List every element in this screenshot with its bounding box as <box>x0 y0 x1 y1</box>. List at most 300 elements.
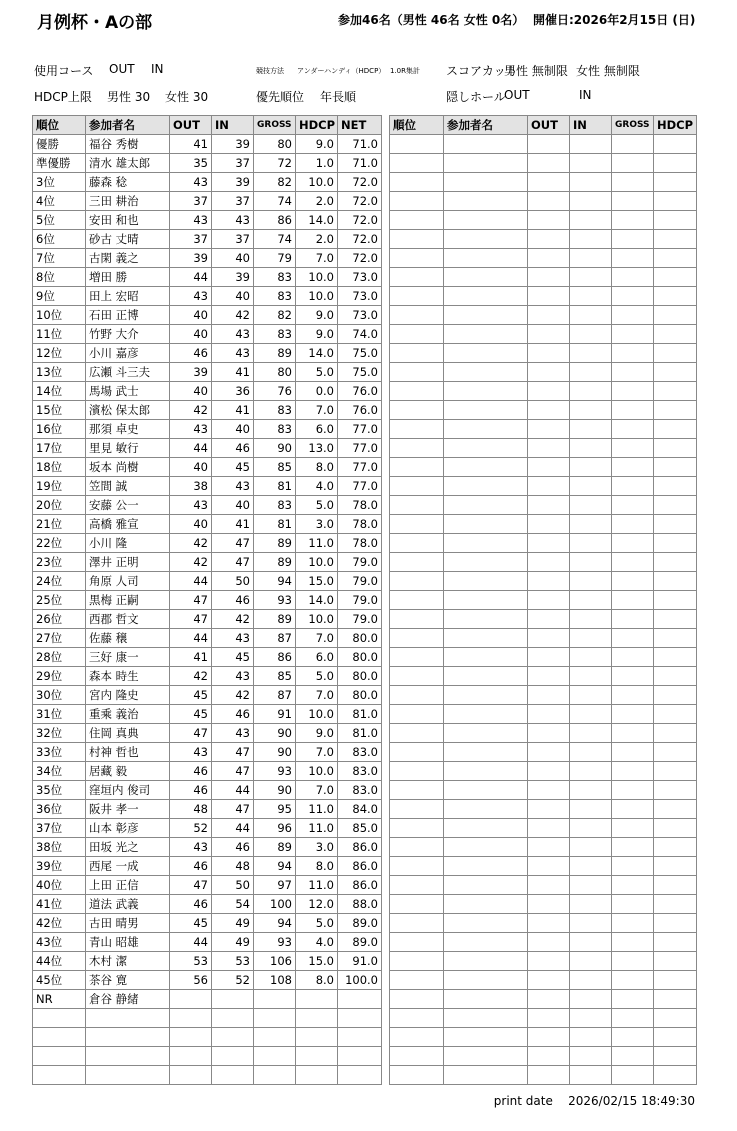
empty-cell <box>444 705 528 724</box>
rank-cell: 33位 <box>33 743 86 762</box>
empty-cell <box>570 458 612 477</box>
out-cell: 40 <box>170 382 212 401</box>
rank-cell: 8位 <box>33 268 86 287</box>
empty-cell <box>612 990 654 1009</box>
empty-cell <box>654 705 697 724</box>
table-row <box>33 610 382 629</box>
empty-cell <box>612 1028 654 1047</box>
net-cell: 79.0 <box>338 572 382 591</box>
rank-cell: NR <box>33 990 86 1009</box>
empty-cell <box>612 382 654 401</box>
out-cell: 48 <box>170 800 212 819</box>
hdcp-cell: 10.0 <box>296 705 338 724</box>
empty-cell <box>390 933 444 952</box>
table-row <box>33 1009 382 1028</box>
net-cell <box>338 1009 382 1028</box>
empty-cell <box>444 686 528 705</box>
empty-cell <box>654 1009 697 1028</box>
empty-cell <box>570 553 612 572</box>
empty-cell <box>654 572 697 591</box>
empty-cell <box>570 420 612 439</box>
empty-cell <box>390 249 444 268</box>
rank-cell: 7位 <box>33 249 86 268</box>
out-cell: 35 <box>170 154 212 173</box>
col-net: NET <box>338 116 382 135</box>
hdcp-cell: 15.0 <box>296 952 338 971</box>
gross-cell: 91 <box>254 705 296 724</box>
hdcp-cell <box>296 1066 338 1085</box>
empty-cell <box>654 914 697 933</box>
table-row <box>33 895 382 914</box>
in-cell <box>212 990 254 1009</box>
empty-cell <box>390 724 444 743</box>
table-row <box>33 762 382 781</box>
table-row-empty <box>390 477 697 496</box>
empty-cell <box>654 876 697 895</box>
out-cell: 42 <box>170 553 212 572</box>
empty-cell <box>528 686 570 705</box>
out-cell: 44 <box>170 268 212 287</box>
empty-cell <box>570 154 612 173</box>
out-cell: 44 <box>170 439 212 458</box>
table-row <box>33 952 382 971</box>
net-cell: 79.0 <box>338 553 382 572</box>
empty-cell <box>444 762 528 781</box>
print-date <box>494 1094 695 1108</box>
hidden-hole-in: IN <box>579 88 592 102</box>
empty-cell <box>528 838 570 857</box>
in-cell: 47 <box>212 553 254 572</box>
table-row-empty <box>390 895 697 914</box>
empty-cell <box>528 648 570 667</box>
table-row-empty <box>390 1047 697 1066</box>
empty-cell <box>654 724 697 743</box>
empty-cell <box>444 211 528 230</box>
empty-cell <box>654 1066 697 1085</box>
player-name-cell: 広瀬 斗三夫 <box>86 363 170 382</box>
gross-cell: 89 <box>254 534 296 553</box>
gross-cell: 82 <box>254 173 296 192</box>
empty-cell <box>444 933 528 952</box>
player-name-cell: 居藏 毅 <box>86 762 170 781</box>
table-row-empty <box>390 173 697 192</box>
empty-cell <box>570 344 612 363</box>
empty-cell <box>612 477 654 496</box>
rank-cell: 21位 <box>33 515 86 534</box>
player-name-cell: 古田 晴男 <box>86 914 170 933</box>
hdcp-cell: 2.0 <box>296 230 338 249</box>
in-cell: 44 <box>212 819 254 838</box>
table-row-empty <box>390 610 697 629</box>
table-row-empty <box>390 249 697 268</box>
player-name-cell: 上田 正信 <box>86 876 170 895</box>
empty-cell <box>390 629 444 648</box>
empty-cell <box>612 857 654 876</box>
hdcp-cell: 4.0 <box>296 933 338 952</box>
table-row <box>33 781 382 800</box>
gross-cell: 106 <box>254 952 296 971</box>
net-cell: 78.0 <box>338 515 382 534</box>
table-row-empty <box>390 515 697 534</box>
hdcp-cell: 7.0 <box>296 743 338 762</box>
table-row <box>33 534 382 553</box>
empty-cell <box>528 420 570 439</box>
empty-cell <box>612 743 654 762</box>
rank-cell <box>33 1028 86 1047</box>
empty-cell <box>612 173 654 192</box>
hdcp-limit-label: HDCP上限 <box>34 90 92 104</box>
results-table-continued <box>389 115 697 1085</box>
net-cell: 77.0 <box>338 420 382 439</box>
rank-cell: 19位 <box>33 477 86 496</box>
in-cell: 45 <box>212 458 254 477</box>
hdcp-cell: 10.0 <box>296 287 338 306</box>
empty-cell <box>528 363 570 382</box>
net-cell: 80.0 <box>338 686 382 705</box>
empty-cell <box>570 667 612 686</box>
empty-cell <box>570 268 612 287</box>
col-hdcp: HDCP <box>654 116 697 135</box>
table-row-empty <box>390 1028 697 1047</box>
in-cell: 41 <box>212 363 254 382</box>
empty-cell <box>444 572 528 591</box>
hdcp-cell: 11.0 <box>296 819 338 838</box>
player-name-cell: 村神 哲也 <box>86 743 170 762</box>
in-cell: 39 <box>212 268 254 287</box>
empty-cell <box>444 1028 528 1047</box>
gross-cell: 96 <box>254 819 296 838</box>
empty-cell <box>528 496 570 515</box>
empty-cell <box>612 401 654 420</box>
table-row <box>33 724 382 743</box>
priority-value: 年長順 <box>320 90 357 104</box>
hdcp-cell: 11.0 <box>296 534 338 553</box>
empty-cell <box>570 515 612 534</box>
net-cell: 83.0 <box>338 781 382 800</box>
net-cell: 89.0 <box>338 914 382 933</box>
empty-cell <box>444 382 528 401</box>
empty-cell <box>528 173 570 192</box>
empty-cell <box>528 933 570 952</box>
table-row <box>33 971 382 990</box>
empty-cell <box>570 990 612 1009</box>
table-row <box>33 857 382 876</box>
empty-cell <box>654 192 697 211</box>
in-cell: 43 <box>212 325 254 344</box>
in-cell: 40 <box>212 249 254 268</box>
empty-cell <box>570 971 612 990</box>
empty-cell <box>390 458 444 477</box>
table-row <box>33 819 382 838</box>
table-row-empty <box>390 268 697 287</box>
empty-cell <box>444 249 528 268</box>
gross-cell: 74 <box>254 192 296 211</box>
empty-cell <box>390 1066 444 1085</box>
in-cell: 46 <box>212 838 254 857</box>
in-cell: 50 <box>212 876 254 895</box>
player-name-cell: 馬場 武士 <box>86 382 170 401</box>
in-cell: 40 <box>212 287 254 306</box>
empty-cell <box>612 952 654 971</box>
empty-cell <box>612 705 654 724</box>
empty-cell <box>528 705 570 724</box>
empty-cell <box>654 268 697 287</box>
player-name-cell: 青山 昭雄 <box>86 933 170 952</box>
hdcp-cell: 3.0 <box>296 838 338 857</box>
table-row <box>33 838 382 857</box>
empty-cell <box>444 1009 528 1028</box>
gross-cell: 97 <box>254 876 296 895</box>
net-cell <box>338 1028 382 1047</box>
table-row <box>33 591 382 610</box>
table-row-empty <box>390 534 697 553</box>
in-cell: 37 <box>212 192 254 211</box>
table-row <box>33 553 382 572</box>
empty-cell <box>528 249 570 268</box>
empty-cell <box>570 173 612 192</box>
empty-cell <box>444 135 528 154</box>
rank-cell: 16位 <box>33 420 86 439</box>
net-cell: 76.0 <box>338 401 382 420</box>
gross-cell: 89 <box>254 838 296 857</box>
net-cell: 86.0 <box>338 838 382 857</box>
gross-cell <box>254 1066 296 1085</box>
empty-cell <box>390 952 444 971</box>
empty-cell <box>654 135 697 154</box>
table-row <box>33 268 382 287</box>
table-row <box>33 686 382 705</box>
print-date-value: 2026/02/15 18:49:30 <box>568 1094 695 1108</box>
out-cell: 47 <box>170 591 212 610</box>
table-row-empty <box>390 914 697 933</box>
table-row-empty <box>390 971 697 990</box>
rank-cell: 9位 <box>33 287 86 306</box>
hdcp-cell: 0.0 <box>296 382 338 401</box>
player-name-cell: 西郡 哲文 <box>86 610 170 629</box>
empty-cell <box>528 192 570 211</box>
net-cell: 78.0 <box>338 496 382 515</box>
empty-cell <box>444 496 528 515</box>
in-cell: 43 <box>212 724 254 743</box>
in-cell <box>212 1028 254 1047</box>
col-hdcp: HDCP <box>296 116 338 135</box>
empty-cell <box>444 439 528 458</box>
empty-cell <box>570 591 612 610</box>
empty-cell <box>654 211 697 230</box>
empty-cell <box>444 287 528 306</box>
out-cell: 47 <box>170 724 212 743</box>
gross-cell: 89 <box>254 553 296 572</box>
gross-cell: 81 <box>254 477 296 496</box>
empty-cell <box>570 1047 612 1066</box>
empty-cell <box>390 1047 444 1066</box>
table-row <box>33 876 382 895</box>
empty-cell <box>444 553 528 572</box>
in-cell: 47 <box>212 762 254 781</box>
in-cell: 49 <box>212 914 254 933</box>
player-name-cell: 木村 潔 <box>86 952 170 971</box>
empty-cell <box>528 401 570 420</box>
in-cell: 47 <box>212 534 254 553</box>
player-name-cell: 住岡 真典 <box>86 724 170 743</box>
table-row-empty <box>390 838 697 857</box>
empty-cell <box>444 838 528 857</box>
out-cell: 43 <box>170 211 212 230</box>
player-name-cell <box>86 1047 170 1066</box>
net-cell: 84.0 <box>338 800 382 819</box>
empty-cell <box>528 534 570 553</box>
in-cell: 47 <box>212 800 254 819</box>
empty-cell <box>612 781 654 800</box>
rank-cell: 25位 <box>33 591 86 610</box>
table-row-empty <box>390 287 697 306</box>
table-row-empty <box>390 781 697 800</box>
gross-cell: 89 <box>254 610 296 629</box>
empty-cell <box>654 971 697 990</box>
hdcp-limit-female: 女性 30 <box>165 90 209 104</box>
hdcp-cell: 10.0 <box>296 268 338 287</box>
rank-cell <box>33 1047 86 1066</box>
empty-cell <box>390 344 444 363</box>
empty-cell <box>570 135 612 154</box>
col-rank: 順位 <box>33 116 86 135</box>
in-cell: 52 <box>212 971 254 990</box>
empty-cell <box>570 762 612 781</box>
hdcp-cell: 14.0 <box>296 591 338 610</box>
out-cell: 42 <box>170 401 212 420</box>
empty-cell <box>528 800 570 819</box>
table-row-empty <box>390 800 697 819</box>
hdcp-cell: 5.0 <box>296 496 338 515</box>
empty-cell <box>654 800 697 819</box>
hdcp-cell: 5.0 <box>296 667 338 686</box>
empty-cell <box>612 1009 654 1028</box>
table-row-empty <box>390 819 697 838</box>
out-cell: 46 <box>170 857 212 876</box>
in-cell: 50 <box>212 572 254 591</box>
empty-cell <box>570 572 612 591</box>
empty-cell <box>528 458 570 477</box>
empty-cell <box>570 1028 612 1047</box>
player-name-cell: 西尾 一成 <box>86 857 170 876</box>
empty-cell <box>444 743 528 762</box>
in-cell: 43 <box>212 667 254 686</box>
empty-cell <box>612 154 654 173</box>
out-cell: 37 <box>170 230 212 249</box>
out-cell <box>170 1047 212 1066</box>
rank-cell: 31位 <box>33 705 86 724</box>
table-row <box>33 914 382 933</box>
table-row <box>33 382 382 401</box>
empty-cell <box>528 990 570 1009</box>
table-row-empty <box>390 154 697 173</box>
table-row-empty <box>390 762 697 781</box>
out-cell: 46 <box>170 781 212 800</box>
hdcp-cell: 1.0 <box>296 154 338 173</box>
empty-cell <box>654 306 697 325</box>
player-name-cell: 角原 人司 <box>86 572 170 591</box>
table-row-empty <box>390 306 697 325</box>
rank-cell: 41位 <box>33 895 86 914</box>
in-cell: 43 <box>212 477 254 496</box>
empty-cell <box>612 344 654 363</box>
hdcp-cell: 10.0 <box>296 762 338 781</box>
in-cell: 39 <box>212 173 254 192</box>
rank-cell: 13位 <box>33 363 86 382</box>
score-cut-label: スコアカット <box>446 64 518 78</box>
course-out: OUT <box>109 62 135 76</box>
player-name-cell: 竹野 大介 <box>86 325 170 344</box>
table-row <box>33 363 382 382</box>
rank-cell: 45位 <box>33 971 86 990</box>
page-title: 月例杯・Aの部 <box>37 13 153 33</box>
empty-cell <box>528 591 570 610</box>
empty-cell <box>612 553 654 572</box>
table-row-empty <box>390 1009 697 1028</box>
table-row <box>33 629 382 648</box>
empty-cell <box>654 781 697 800</box>
player-name-cell: 小川 隆 <box>86 534 170 553</box>
player-name-cell: 三田 耕治 <box>86 192 170 211</box>
table-row-empty <box>390 230 697 249</box>
empty-cell <box>444 458 528 477</box>
empty-cell <box>612 610 654 629</box>
empty-cell <box>654 363 697 382</box>
rank-cell: 34位 <box>33 762 86 781</box>
rank-cell: 36位 <box>33 800 86 819</box>
table-row <box>33 477 382 496</box>
empty-cell <box>612 534 654 553</box>
out-cell: 41 <box>170 135 212 154</box>
table-row-empty <box>390 211 697 230</box>
empty-cell <box>528 667 570 686</box>
empty-cell <box>390 173 444 192</box>
empty-cell <box>528 1047 570 1066</box>
hdcp-cell: 4.0 <box>296 477 338 496</box>
hdcp-cell: 7.0 <box>296 401 338 420</box>
player-name-cell: 宮内 隆史 <box>86 686 170 705</box>
empty-cell <box>528 344 570 363</box>
empty-cell <box>444 534 528 553</box>
table-row <box>33 648 382 667</box>
empty-cell <box>444 268 528 287</box>
empty-cell <box>528 515 570 534</box>
empty-cell <box>444 344 528 363</box>
empty-cell <box>570 439 612 458</box>
net-cell: 100.0 <box>338 971 382 990</box>
net-cell: 77.0 <box>338 439 382 458</box>
gross-cell: 81 <box>254 515 296 534</box>
results-header-row-continued <box>390 116 697 135</box>
gross-cell: 82 <box>254 306 296 325</box>
in-cell: 42 <box>212 306 254 325</box>
in-cell <box>212 1066 254 1085</box>
player-name-cell: 那須 卓史 <box>86 420 170 439</box>
net-cell: 73.0 <box>338 287 382 306</box>
rank-cell: 30位 <box>33 686 86 705</box>
gross-cell: 90 <box>254 743 296 762</box>
rank-cell: 39位 <box>33 857 86 876</box>
out-cell: 43 <box>170 743 212 762</box>
empty-cell <box>390 211 444 230</box>
player-name-cell <box>86 1066 170 1085</box>
hdcp-cell: 6.0 <box>296 420 338 439</box>
rank-cell: 26位 <box>33 610 86 629</box>
player-name-cell: 古閑 義之 <box>86 249 170 268</box>
col-player: 参加者名 <box>86 116 170 135</box>
empty-cell <box>528 382 570 401</box>
in-cell: 46 <box>212 705 254 724</box>
